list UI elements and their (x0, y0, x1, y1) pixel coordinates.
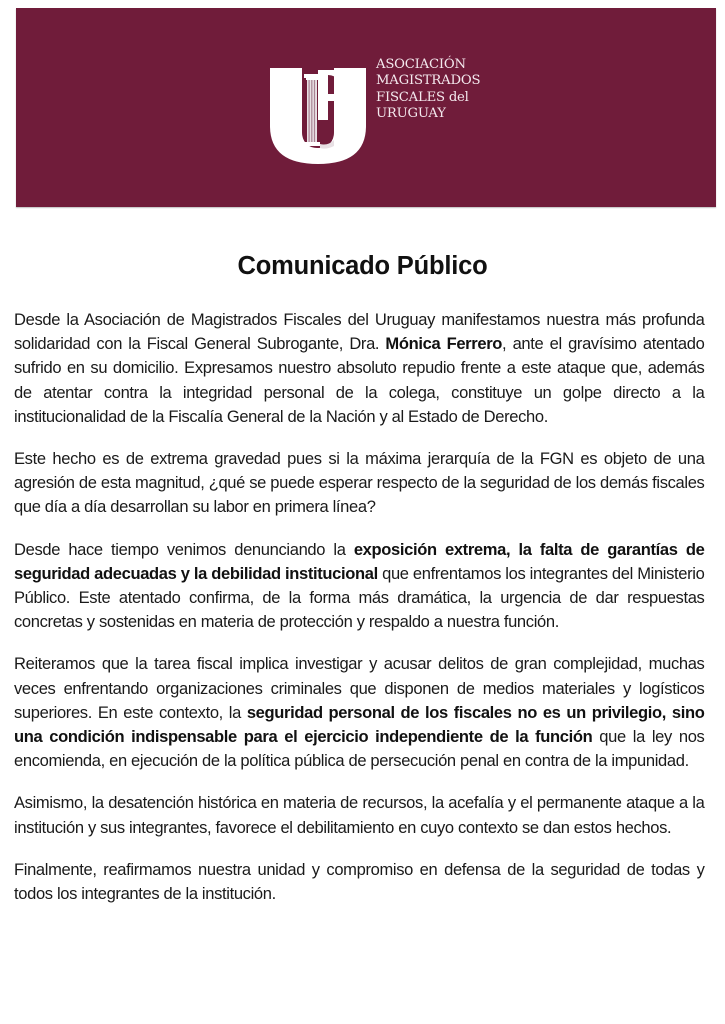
paragraph-3 (14, 538, 704, 635)
text-segment: Asimismo, la desatención histórica en materia de recursos, la acefalía y el permanente ataque a la institución y sus integrantes, favorece el debilitamiento en cuyo contexto se dan estos hechos. (14, 793, 705, 837)
text-segment: Reiteramos que la tarea fiscal implica investigar y acusar delitos de gran complejidad, muchas veces enfrentando organizaciones criminales que disponen de medios materiales y logísticos superiores. En este contexto, la (14, 654, 705, 722)
paragraph-4 (14, 652, 704, 773)
paragraph-5 (14, 791, 704, 839)
uf-column-logo-icon (262, 60, 374, 166)
text-segment: Este hecho es de extrema gravedad pues si la máxima jerarquía de la FGN es objeto de una agresión de esta magnitud, ¿qué se puede esperar respecto de la seguridad de los demás fiscales que día a día desarrollan su labor en primera línea? (14, 449, 705, 517)
text-segment: Desde la Asociación de Magistrados Fiscales del Uruguay manifestamos nuestra más profunda solidaridad con la Fiscal General Subrogante, Dra. (14, 310, 705, 354)
text-segment: , ante el gravísimo atentado sufrido en su domicilio. Expresamos nuestro absoluto repudio frente a este ataque que, además de atentar contra la integridad personal de la colega, constituye un golpe directo a la institucionalidad de la Fiscalía General de la Nación y al Estado de Derecho. (14, 334, 705, 426)
header-banner (16, 8, 716, 207)
text-segment: que la ley nos encomienda, en ejecución de la política pública de persecución penal en contra de la impunidad. (14, 727, 705, 771)
paragraph-2 (14, 447, 704, 520)
page-title: Comunicado Público (237, 252, 488, 280)
text-segment: Desde hace tiempo venimos denunciando la (14, 539, 354, 559)
paragraph-1 (14, 308, 704, 429)
org-name-line-2: MAGISTRADOS (376, 73, 481, 89)
org-name-line-4: URUGUAY (376, 105, 446, 121)
bold-emphasis: seguridad personal de los fiscales no es un privilegio, sino una condición indispensable para el ejercicio independiente de la función (14, 702, 705, 747)
text-segment: que enfrentamos los integrantes del Ministerio Público. Este atentado confirma, de la forma más dramática, la urgencia de dar respuestas concretas y sostenidas en materia de protección y respaldo a nuestra función. (14, 563, 705, 632)
text-segment: Finalmente, reafirmamos nuestra unidad y compromiso en defensa de la seguridad de todas y todos los integrantes de la institución. (14, 859, 705, 904)
org-name-line-1: ASOCIACIÓN (376, 57, 466, 72)
bold-name-monica-ferrero: Mónica Ferrero (385, 334, 503, 354)
bold-emphasis: exposición extrema, la falta de garantías de seguridad adecuadas y la debilidad institucional (14, 539, 705, 583)
org-name-line-3: FISCALES del (376, 89, 469, 105)
organization-name (376, 57, 480, 122)
paragraph-6 (14, 858, 704, 906)
document-body (14, 308, 704, 924)
